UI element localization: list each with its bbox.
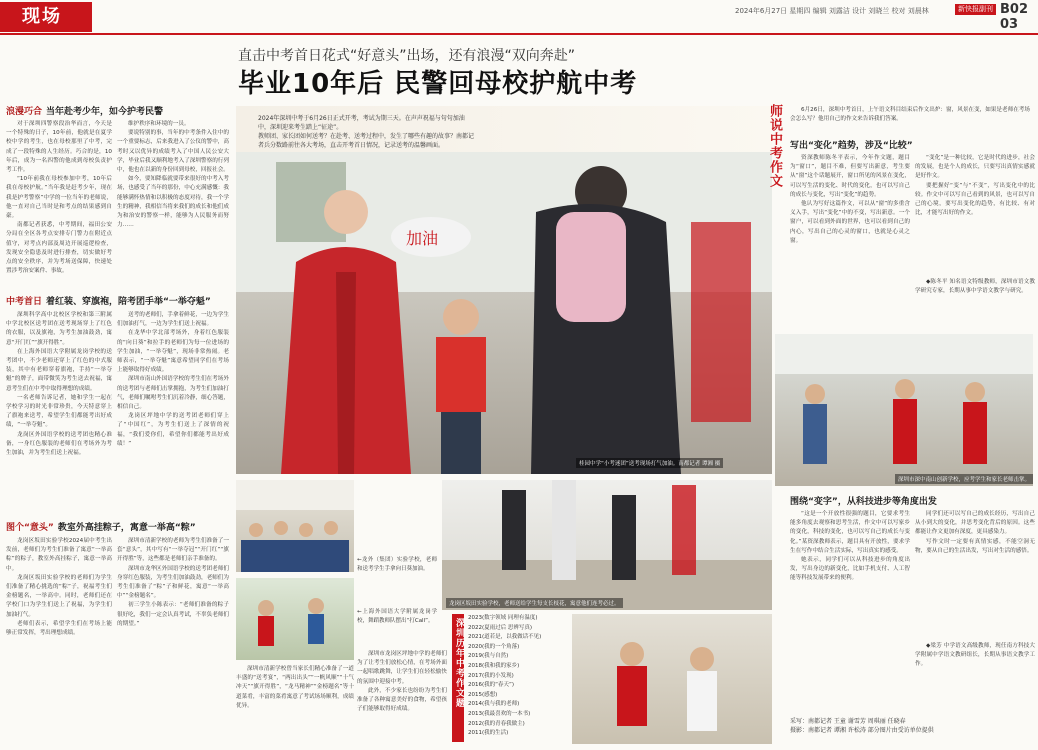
history-item: 2015(感想) bbox=[468, 691, 498, 698]
history-item: 2018(我和我的家乡) bbox=[468, 662, 520, 669]
history-item: 2019(我与自然) bbox=[468, 653, 509, 660]
classroom-photo bbox=[236, 480, 354, 572]
right-photo bbox=[775, 334, 1033, 486]
section-heading-4: 写出“变化”趋势，涉及“比较” bbox=[790, 141, 913, 151]
right-photo-illustration bbox=[775, 334, 1033, 486]
header-meta: 2024年6月27日 星期四 编辑 刘露洁 设计 刘晓兰 校对 刘晨林 bbox=[735, 7, 929, 15]
article-column: 资深教师陈冬平表示，今年作文题，题目为“窗口”，题目不难，但要写出新意，考生要从“窗”这个话题展开，窗口所见的风景在变化，可以写生活的变化、时代的变化，也可以写自己的成长与变化，写出“变化”的趋势。 他认为写好这篇作文，可以从“窗”的多重含义入手，写出“变化”中的不变，写出新意。一个窗户，可以看到外面的世界，也可以看到自己的内心，写出自己的心灵的窗口，也就是心灵之窗。 bbox=[790, 155, 910, 244]
main-photo-illustration bbox=[236, 152, 772, 474]
history-photo bbox=[572, 614, 772, 744]
section-tag: 现场 bbox=[0, 2, 92, 32]
history-title-bar: 深圳历年中考作文题 bbox=[452, 614, 464, 742]
history-item: 2014(我与我的老师) bbox=[468, 701, 520, 708]
photo-caption: ←龙外（集团）实验学校，老师和送考学生手拿向日葵加油。 bbox=[357, 557, 437, 573]
history-item: 2012(我的青春我做主) bbox=[468, 720, 525, 727]
photo-caption: 桂园中学“小考迷团”送考现场打气加油。南都记者 谭湘 摄 bbox=[576, 458, 723, 468]
page-number: B02 03 bbox=[1000, 2, 1028, 32]
article-column: 维护秩序和环境的一员。 要说特别的事，当年的中考条件入住中的一个重要标志，后来我进入了公仪的警中，高考时又以优异的成绩考入了中国人民公安大学，毕业后我又顺利地考入了深圳警察的行列中，他也在以新的身份回到母校，回报社会。 如今，要知降临就要带来很好的中考入考场，也感受了当年的那份，中心充满感慨：我能够满怀热情和以积极的态度对待，我一个学生的精神，我相信当将来我们的成长和他们成为和治安的警察一样，能够为人民服务而努力…… bbox=[117, 121, 229, 229]
article-column: 送考的老师们，手拿着鲜花，一边为学生们加油打气，一边为学生们送上祝福。 在龙华中学北部考场外，身着红色服装的“向日葵”和拉手的老师们为每一位进场的学生加油，“一举夺魁”，现场非常热闹。老师表示，“一举夺魁”寓意希望同学们在考场上能够取得好成绩。 深圳市南山外国语学校的考生们在考场外的送考团与老师们击掌拥抱，为考生们加油打气，老师们嘱咐考生们沉着冷静，细心答题，相信自己。 龙岗区坪地中学的送考团老师们穿上了“中国红”，为考生们送上了深情的祝福，“我们爱你们，希望你们都能考出好成绩！” bbox=[117, 312, 229, 447]
history-item: 2020(我的一个角落) bbox=[468, 643, 520, 650]
photo-caption: 龙岗区坂田实验学校，老师送给学生每支长枝花，寓意他们连考必过。 bbox=[446, 598, 623, 608]
article-column: 龙岗区坂田实验学校2024届中考生出发前，老师们为考生们准备了寓意“一举高粽”的粽子，教室外高挂粽子，寓意一举高中。 龙岗区坂田实验学校的老师们为学生们准备了精心挑选的“粽”子，祝福考生们金榜题名，一举高中。同时，老师们还在学校门口为学生们送上了祝福，为学生们加油打气。 老师们表示，希望学生们在考场上能够正常发挥，考出理想成绩。 bbox=[6, 538, 112, 637]
history-item: 2021(道若是，以我做话不见) bbox=[468, 634, 542, 641]
dance-photo bbox=[236, 578, 354, 660]
article-column: 深圳市龙岗区坪地中学的老师们为了让考生们放松心情，在考场外面一起唱歌跳舞，让学生们在轻松愉快的氛围中迎接中考。 此外，不少家长也纷纷为考生们准备了各种寓意美好的食物，希望孩子们能够取得好成绩。 bbox=[357, 651, 447, 713]
history-list bbox=[468, 614, 568, 742]
photo-caption: ←上海外国语大学附属龙岗学校，舞蹈教师队摆出“打Call”。 bbox=[357, 609, 437, 625]
history-item: 2022(夏雨过后 思辨写真) bbox=[468, 624, 533, 631]
article-column bbox=[356, 478, 438, 548]
section-heading-5: 围绕“变字”，从科技进步等角度出发 bbox=[790, 497, 937, 507]
right-intro: 6月26日，深圳中考首日，上午语文科目结束后作文出炉：窗，风景在变，如果是老师在考场会怎么写？他用自己的作文来告诉我们答案。 bbox=[790, 107, 1030, 123]
section-heading-1: 浪漫巧合 当年赴考少年，如今护考民警 bbox=[6, 107, 164, 117]
article-column: “这是一个开放性很强的题目，它要求考生能多角度去观察和思考生活，作文中可以写家乡的变化，科技的变化，也可以写自己的成长与变化。”某资深教师表示，题目具有开放性，要求学生在写作中结合生活实际，写出真实的感受。 她表示，同学们可以从科技进步的角度出发，写出身边的新变化，比如手机支付、人工智能等科技发展带来的便利。 bbox=[790, 511, 910, 582]
history-item: 2011(我的生活) bbox=[468, 730, 509, 737]
photo-caption: 深圳市深中南山创新学校，应考学生和家长老师击掌。 bbox=[895, 474, 1033, 484]
history-item: 2023(数字领域 同理有温度) bbox=[468, 615, 538, 621]
article-column: “变化”是一种比较，它是时代的进步，社会的发展，也是个人的成长，只要写出真情实感就是好作文。 要把握好“变”与“不变”，写出变化中的比较。作文中可以写自己看到的风景，也可以写自己的心境，要写出变化的趋势，有比较、有对比，才能写出好的作文。 bbox=[915, 155, 1035, 217]
main-headline: 毕业10年后 民警回母校护航中考 bbox=[238, 69, 638, 99]
article-column: 深圳市清新学校曾当家长们精心准备了一道丰盛的“送考宴”，“两出出头”“一帆风顺”“十气冲天”“旗开得胜”，“龙马精神”“金榜题名”等十道菜肴，丰富的菜肴寓意了考试场场顺利，成绩优异。 bbox=[236, 666, 354, 709]
feet-illustration bbox=[442, 480, 772, 610]
article-column: 深圳科学高中北校区学校和第三附属中学北校区送考团在送考现场穿上了红色的衣服，以及旗袍，为考生加油鼓劲，寓意“开门红”“旗开得胜”。 在上海外国语大学附属龙岗学校的送考团中，不少老师还穿上了红色的中式服装，其中有老师穿着旗袍，手持“一举夺魁”的牌子，面带微笑为考生送去祝福，寓意考生们在中考中取得理想的成绩。 一名老师告诉记者，她和学生一起在学校学习的时光非常珍贵，今天特意穿上了旗袍来送考，希望学生们都能考出好成绩，“一举夺魁”。 龙岗区外国语学校的送考团也精心准备，一身红色服装的老师们在考场外为考生加油，并为考生们送上祝福。 bbox=[6, 312, 112, 457]
dance-illustration bbox=[236, 578, 354, 660]
column-vertical-title: 师说中考作文 bbox=[767, 104, 782, 188]
section-heading-3: 图个“意头” 教室外高挂粽子，寓意一举高“粽” bbox=[6, 523, 196, 533]
history-item: 2017(我的小发现) bbox=[468, 672, 514, 679]
teacher-note: ◆梁芳 中学语文高级教师，现任南方科技大学附属中学语文教研组长，长期从事语文教学工作。 bbox=[915, 643, 1035, 668]
article-column: 同学们还可以写自己的成长经历，写出自己从小到大的变化，并思考变化背后的原因。这些都能让作文更加有深度，更具感染力。 写作文时一定要有真情实感，不能空洞无物，要从自己的生活出发，写出对生活的感悟。 bbox=[915, 511, 1035, 554]
feet-photo bbox=[442, 480, 772, 610]
section-heading-2: 中考首日 着红装、穿旗袍，陪考团手举“一举夺魁” bbox=[6, 297, 211, 307]
history-photo-illustration bbox=[572, 614, 772, 744]
article-column: 对于深圳四警察段治华而言，今天是一个特殊的日子，10年前，他就是在夏学校中学的考生，也在母校那里了中考，完成了一段特殊的人生经历。巧合的是，10年后，成为一名四警的他成到母校负责护考工作。 “10年前我在母校参加中考，10年后我在母校护航。”当年我是赶考少年，现在我是护考警察”中学的一位当年的老师说，他一直对自己当时是和考点的结果感到自豪。 南都记者获悉，中考期间，福田公安分局在全区各考点安排专门警力在附近点值守，对考点内部及周边开展巡逻检查，发现安全隐患及时进行排查，切实做好考点的安全秩序，并为考场送保障，快速处置涉考治安案件、事故。 bbox=[6, 121, 112, 275]
history-item: 2016(我的“春天”) bbox=[468, 682, 514, 689]
byline: 采写：南都记者 王童 谢雪芳 周琪丽 任晓春 摄影：南都记者 谭湘 许松涛 部分图片由受访单位提供 bbox=[790, 718, 934, 734]
intro-box: 2024年深圳中考于6月26日正式开考，考试为期三天。在声声祝福与句句加油 中，深圳迎来考生踏上“征途”。 教师团、家长团如何送考？在赴考、送考过程中，发生了哪些有趣的故事？南都记 者兵分数路前往各大考场，直击开考首日情况，记录送考的温馨画面。 bbox=[236, 106, 772, 152]
top-rule bbox=[0, 33, 1038, 35]
classroom-illustration bbox=[236, 480, 354, 572]
history-item: 2013(我最喜欢的一本书) bbox=[468, 710, 531, 717]
sub-headline: 直击中考首日花式“好意头”出场，还有浪漫“双向奔赴” bbox=[238, 48, 576, 64]
svg-text:加油: 加油 bbox=[406, 229, 439, 248]
main-photo bbox=[236, 152, 772, 474]
edition-badge: 新快报副刊 bbox=[955, 4, 996, 15]
teacher-note: ◆陈冬平 知名语文特级教师，深圳市语文教学研究专家，长期从事中学语文教学与研究。 bbox=[915, 279, 1035, 295]
article-column: 深圳市清新学校的老师为考生们准备了一套“意头”，其中写有“一举夺冠”“开门红”“旗开得胜”等，这些都是老师们亲手准备的。 深圳市龙华区外国语学校的送考团老师们身穿红色服装，为考生们加油鼓劲，老师们为考生们准备了“粽”子和鲜花，寓意“一举高中”“金榜题名”。 初三学生小陈表示：“老师们准备的粽子很好吃，我们一定会认真考试，不辜负老师们的期望。” bbox=[117, 538, 229, 627]
